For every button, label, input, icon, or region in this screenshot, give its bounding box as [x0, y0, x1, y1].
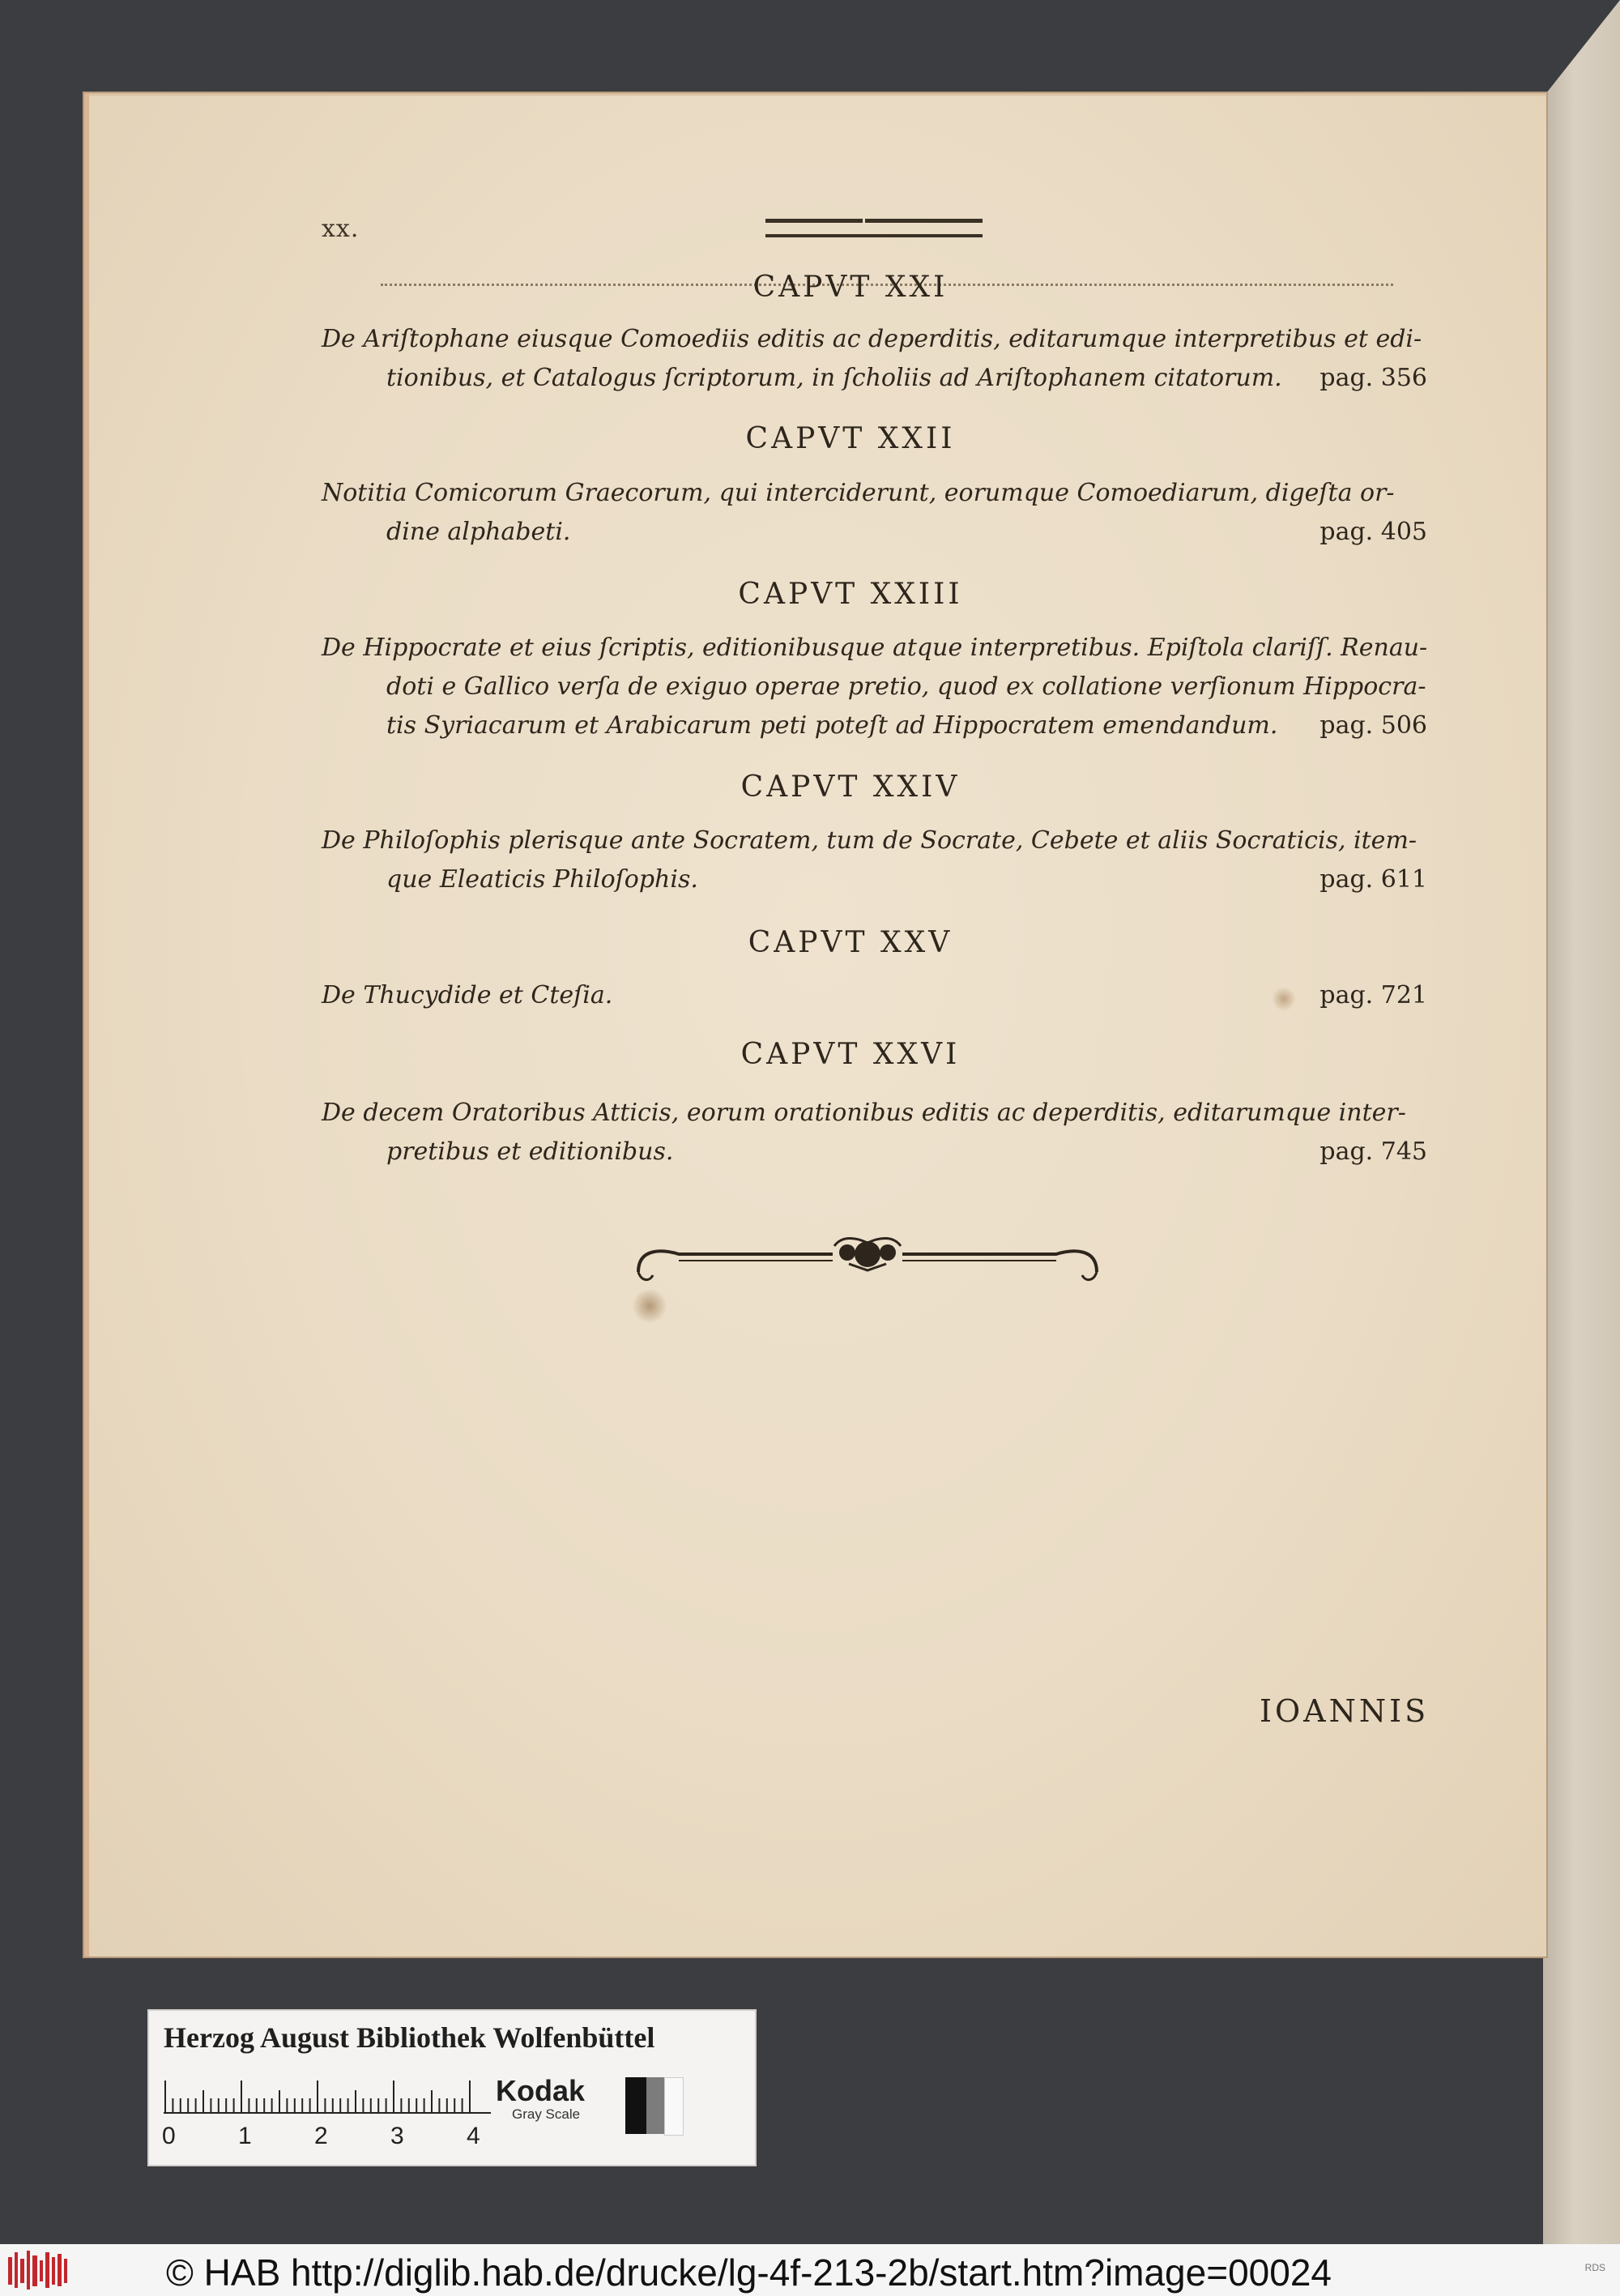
gray-scale-label: Gray Scale — [512, 2106, 581, 2122]
show-through-text — [697, 1438, 705, 1487]
ruler-number: 1 — [238, 2123, 252, 2149]
chapter-heading: CAPVT XXII — [745, 422, 956, 455]
chapter-entry — [322, 822, 1427, 899]
library-name: Herzog August Bibliothek Wolfenbüttel — [164, 2021, 655, 2054]
entry-line-text: tis Syriacarum et Arabicarum peti poteſt ad Hippocratem emendandum. — [386, 711, 1278, 740]
footer-small-mark: RDS — [1584, 2262, 1605, 2273]
entry-line-text: dine alphabeti. — [386, 518, 571, 546]
entry-line: De decem Oratoribus Atticis, eorum orationibus editis ac deperditis, editarumque inter- — [322, 1099, 1406, 1127]
library-scale-label — [147, 2009, 757, 2166]
ruler-number: 4 — [467, 2123, 480, 2149]
entry-line-text: pretibus et editionibus. — [386, 1137, 674, 1166]
entry-line-text: tionibus, et Catalogus ſcriptorum, in ſcholiis ad Ariſtophanem citatorum. — [386, 364, 1282, 392]
gray-swatch — [664, 2077, 684, 2136]
footer-bar — [0, 2244, 1620, 2296]
entry-line: De Philoſophis plerisque ante Socratem, tum de Socrate, Cebete et aliis Socraticis, item- — [322, 826, 1418, 855]
page-reference: pag. 405 — [1319, 518, 1427, 546]
ruler-number: 2 — [314, 2123, 328, 2149]
entry-line: De Hippocrate et eius ſcriptis, editionibusque atque interpretibus. Epiſtola clariſſ. Renau- — [322, 634, 1428, 662]
entry-line-text: que Eleaticis Philoſophis. — [386, 865, 698, 894]
entry-line — [322, 1133, 1427, 1171]
page-reference: pag. 611 — [1319, 865, 1427, 894]
entry-line — [322, 706, 1427, 745]
footer-copyright-url: © HAB http://diglib.hab.de/drucke/lg-4f-213-2b/start.htm?image=00024 — [166, 2251, 1332, 2294]
chapter-heading: CAPVT XXIII — [738, 578, 963, 611]
entry-line — [322, 860, 1427, 899]
entry-line — [322, 513, 1427, 552]
ruler-number: 3 — [390, 2123, 404, 2149]
ruler-scale — [164, 2074, 491, 2115]
chapter-entry — [322, 629, 1427, 745]
hab-logo-icon — [6, 2249, 70, 2291]
tailpiece-ornament — [630, 1231, 1105, 1295]
page-reference: pag. 745 — [1319, 1137, 1427, 1166]
page-reference: pag. 721 — [1319, 981, 1427, 1009]
chapter-entry — [322, 1094, 1427, 1171]
chapter-entry — [322, 320, 1427, 398]
chapter-heading: CAPVT XXV — [748, 926, 953, 959]
chapter-heading: CAPVT XXI — [752, 271, 949, 304]
catchword: IOANNIS — [1260, 1693, 1430, 1729]
chapter-entry — [322, 474, 1427, 552]
gray-swatch — [646, 2077, 664, 2134]
chapter-heading: CAPVT XXVI — [740, 1038, 961, 1071]
chapter-heading: CAPVT XXIV — [740, 770, 961, 804]
chapter-entry — [322, 976, 1427, 1015]
ruler-number: 0 — [162, 2123, 176, 2149]
entry-line — [322, 359, 1427, 398]
entry-line: Notitia Comicorum Graecorum, qui interciderunt, eorumque Comoediarum, digeſta or- — [322, 479, 1395, 507]
header-rule — [765, 219, 983, 237]
page-number: xx. — [322, 215, 360, 243]
kodak-brand: Kodak — [496, 2074, 586, 2107]
page-reference: pag. 356 — [1319, 364, 1427, 392]
page-reference: pag. 506 — [1319, 711, 1427, 740]
ruler-numbers — [162, 2123, 543, 2150]
entry-line-text: De Thucydide et Cteſia. — [322, 981, 613, 1009]
gray-swatch — [625, 2077, 646, 2134]
entry-line: De Ariſtophane eiusque Comoediis editis ac deperditis, editarumque interpretibus et edi- — [322, 325, 1422, 353]
entry-line — [322, 976, 1427, 1015]
adjacent-page-edge — [1543, 0, 1620, 2244]
entry-line: doti e Gallico verſa de exiguo operae pretio, quod ex collatione verſionum Hippocra- — [386, 672, 1426, 701]
